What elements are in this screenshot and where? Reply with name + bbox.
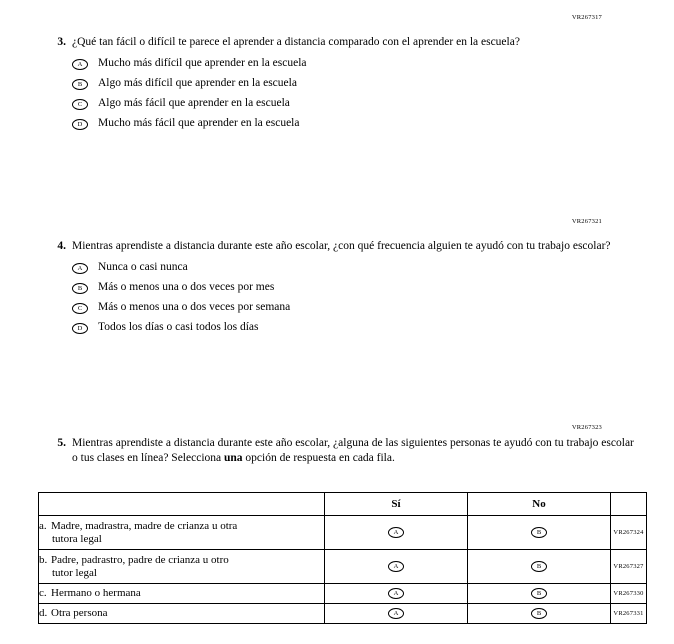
question-code-5: VR267323 <box>571 424 602 431</box>
question-5-text-part2: opción de respuesta en cada fila. <box>242 451 395 464</box>
radio-bubble-icon[interactable]: C <box>72 99 88 110</box>
question-4-number: 4. <box>57 240 66 252</box>
option-3-d[interactable] <box>72 117 636 130</box>
option-3-d-label: Mucho más fácil que aprender en la escuela <box>98 116 300 129</box>
matrix-item-c <box>39 584 325 604</box>
matrix-item-d-letter: d. <box>39 607 48 619</box>
matrix-c-code: VR267330 <box>611 584 647 604</box>
question-4-options <box>46 261 636 334</box>
matrix-a-no[interactable] <box>468 516 611 550</box>
table-header-row <box>39 493 647 516</box>
question-5-header <box>46 436 636 465</box>
radio-bubble-icon[interactable]: B <box>531 588 547 599</box>
radio-bubble-icon[interactable]: A <box>72 263 88 274</box>
question-5-text-emphasis: una <box>224 451 243 464</box>
option-4-d[interactable] <box>72 321 636 334</box>
radio-bubble-icon[interactable]: B <box>531 561 547 572</box>
table-row <box>39 604 647 624</box>
question-3-text: ¿Qué tan fácil o difícil te parece el aprender a distancia comparado con el aprender en la escuela? <box>72 36 520 48</box>
question-block-3 <box>46 14 636 137</box>
radio-bubble-icon[interactable]: B <box>72 79 88 90</box>
matrix-item-a <box>39 516 325 550</box>
question-3-number: 3. <box>57 36 66 48</box>
radio-bubble-icon[interactable]: A <box>388 527 404 538</box>
table-row <box>39 550 647 584</box>
option-4-c[interactable] <box>72 301 636 314</box>
option-4-d-label: Todos los días o casi todos los días <box>98 320 259 333</box>
option-3-b-label: Algo más difícil que aprender en la escuela <box>98 76 297 89</box>
question-5-text-part1: Mientras aprendiste a distancia durante este año escolar, ¿alguna de las siguientes personas te ayudó con tu trabajo escolar o tus clases en línea? Selecciona <box>72 437 634 464</box>
matrix-item-c-letter: c. <box>39 587 47 599</box>
matrix-d-no[interactable] <box>468 604 611 624</box>
radio-bubble-icon[interactable]: A <box>388 588 404 599</box>
matrix-item-d-line1: Otra persona <box>51 607 108 619</box>
question-code-3: VR267317 <box>571 14 602 21</box>
table-header-yes: Sí <box>325 493 468 516</box>
option-4-b-label: Más o menos una o dos veces por mes <box>98 280 275 293</box>
option-4-a[interactable] <box>72 261 636 274</box>
option-3-c-label: Algo más fácil que aprender en la escuela <box>98 96 290 109</box>
question-code-4: VR267321 <box>571 218 602 225</box>
question-block-4 <box>46 218 636 341</box>
table-header-code <box>611 493 647 516</box>
matrix-item-c-line1: Hermano o hermana <box>51 587 141 599</box>
matrix-item-a-line2: tutora legal <box>52 532 102 545</box>
matrix-item-d <box>39 604 325 624</box>
radio-bubble-icon[interactable]: B <box>72 283 88 294</box>
matrix-b-yes[interactable] <box>325 550 468 584</box>
matrix-c-yes[interactable] <box>325 584 468 604</box>
radio-bubble-icon[interactable]: C <box>72 303 88 314</box>
matrix-b-code: VR267327 <box>611 550 647 584</box>
matrix-item-a-line1: Madre, madrastra, madre de crianza u otra <box>51 519 238 532</box>
matrix-item-a-letter: a. <box>39 519 47 532</box>
option-3-b[interactable] <box>72 77 636 90</box>
question-4-text: Mientras aprendiste a distancia durante este año escolar, ¿con qué frecuencia alguien te ayudó con tu trabajo escolar? <box>72 240 611 252</box>
matrix-item-b-line1: Padre, padrastro, padre de crianza u otro <box>51 553 229 566</box>
radio-bubble-icon[interactable]: D <box>72 323 88 334</box>
radio-bubble-icon[interactable]: A <box>388 561 404 572</box>
matrix-b-no[interactable] <box>468 550 611 584</box>
question-5-text <box>72 436 636 465</box>
option-3-c[interactable] <box>72 97 636 110</box>
matrix-c-no[interactable] <box>468 584 611 604</box>
option-3-a-label: Mucho más difícil que aprender en la escuela <box>98 56 307 69</box>
matrix-item-b-line2: tutor legal <box>52 566 97 579</box>
radio-bubble-icon[interactable]: B <box>531 608 547 619</box>
option-3-a[interactable] <box>72 57 636 70</box>
table-row <box>39 516 647 550</box>
table-header-blank <box>39 493 325 516</box>
table-row <box>39 584 647 604</box>
radio-bubble-icon[interactable]: A <box>388 608 404 619</box>
matrix-d-yes[interactable] <box>325 604 468 624</box>
radio-bubble-icon[interactable]: A <box>72 59 88 70</box>
question-3-header <box>46 35 636 50</box>
matrix-a-yes[interactable] <box>325 516 468 550</box>
radio-bubble-icon[interactable]: D <box>72 119 88 130</box>
matrix-item-b-letter: b. <box>39 553 48 566</box>
matrix-item-b <box>39 550 325 584</box>
option-4-c-label: Más o menos una o dos veces por semana <box>98 300 291 313</box>
table-header-no: No <box>468 493 611 516</box>
matrix-a-code: VR267324 <box>611 516 647 550</box>
question-5-number: 5. <box>57 437 66 449</box>
response-matrix-table <box>38 492 647 624</box>
option-4-a-label: Nunca o casi nunca <box>98 260 188 273</box>
question-4-header <box>46 239 636 254</box>
question-block-5 <box>46 424 636 465</box>
matrix-d-code: VR267331 <box>611 604 647 624</box>
option-4-b[interactable] <box>72 281 636 294</box>
question-3-options <box>46 57 636 130</box>
radio-bubble-icon[interactable]: B <box>531 527 547 538</box>
